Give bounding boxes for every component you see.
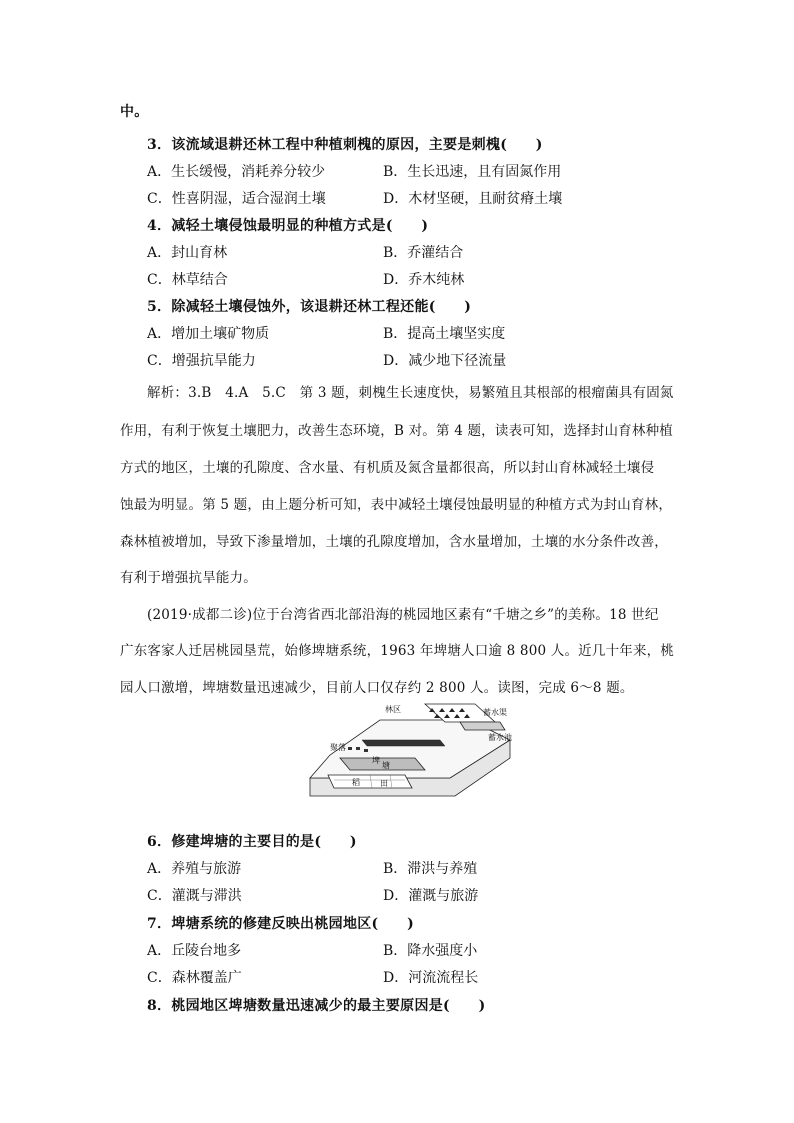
question-4-option-d: D．乔木纯林: [383, 272, 465, 288]
solution-line: 解析：3.B 4.A 5.C 第 3 题，刺槐生长速度快，易繁殖且其根部的根瘤菌具有固氮: [147, 385, 674, 401]
question-6-option-d: D．灌溉与旅游: [383, 888, 479, 904]
label-pond-2: 塘: [382, 761, 390, 770]
label-pond-1: 埤: [372, 756, 380, 765]
question-6-option-a: A．养殖与旅游: [147, 861, 242, 877]
question-6-option-c: C．灌溉与滞洪: [147, 888, 242, 904]
label-field-1: 稻: [352, 778, 360, 787]
passage-line: 广东客家人迁居桃园垦荒，始修埤塘系统，1963 年埤塘人口逾 8 800 人。近几十年来，桃: [120, 643, 675, 659]
question-4-stem: 4．减轻土壤侵蚀最明显的种植方式是( ): [147, 218, 429, 234]
solution-line: 方式的地区，土壤的孔隙度、含水量、有机质及氮含量都很高，所以封山育林减轻土壤侵: [120, 460, 655, 476]
question-6-option-b: B．滞洪与养殖: [383, 861, 478, 877]
question-5-option-c: C．增强抗旱能力: [147, 353, 256, 369]
label-canal: 蓄水渠: [483, 708, 507, 717]
passage-line: 园人口激增，埤塘数量迅速减少，目前人口仅存约 2 800 人。读图，完成 6～8 题。: [120, 680, 634, 696]
solution-line: 森林植被增加，导致下渗量增加，土壤的孔隙度增加，含水量增加，土壤的水分条件改善，: [120, 534, 668, 550]
label-pool: 蓄水池: [488, 733, 512, 742]
label-village: 聚落: [330, 743, 346, 752]
question-6-stem: 6．修建埤塘的主要目的是( ): [147, 834, 357, 850]
question-5-option-d: D．减少地下径流量: [383, 353, 507, 369]
question-3-stem: 3．该流域退耕还林工程中种植刺槐的原因，主要是刺槐( ): [147, 137, 543, 153]
question-7-option-d: D．河流流程长: [383, 970, 479, 986]
solution-line: 有利于增强抗旱能力。: [120, 570, 257, 586]
previous-text-tail: 中。: [120, 104, 149, 120]
question-3-option-c: C．性喜阴湿，适合湿润土壤: [147, 191, 326, 207]
label-forest: 林区: [385, 705, 401, 714]
question-4-option-b: B．乔灌结合: [383, 245, 464, 261]
passage-line: (2019·成都二诊)位于台湾省西北部沿海的桃园地区素有“千塘之乡”的美称。18 世纪: [147, 607, 659, 623]
question-7-option-a: A．丘陵台地多: [147, 943, 242, 959]
question-3-option-a: A．生长缓慢，消耗养分较少: [147, 164, 326, 180]
solution-line: 蚀最为明显。第 5 题，由上题分析可知，表中减轻土壤侵蚀最明显的种植方式为封山育林，: [120, 497, 673, 513]
question-3-option-b: B．生长迅速，且有固氮作用: [383, 164, 562, 180]
question-4-option-c: C．林草结合: [147, 272, 228, 288]
label-field-2: 田: [380, 779, 388, 788]
question-7-stem: 7．埤塘系统的修建反映出桃园地区( ): [147, 916, 414, 932]
question-7-option-b: B．降水强度小: [383, 943, 478, 959]
question-5-option-b: B．提高土壤坚实度: [383, 326, 506, 342]
question-3-option-d: D．木材坚硬，且耐贫瘠土壤: [383, 191, 563, 207]
pond-system-diagram: [300, 700, 520, 800]
question-8-stem: 8．桃园地区埤塘数量迅速减少的最主要原因是( ): [147, 998, 486, 1014]
question-7-option-c: C．森林覆盖广: [147, 970, 242, 986]
question-4-option-a: A．封山育林: [147, 245, 228, 261]
question-5-option-a: A．增加土壤矿物质: [147, 326, 270, 342]
solution-line: 作用，有利于恢复土壤肥力，改善生态环境，B 对。第 4 题，读表可知，选择封山育林种植: [120, 423, 673, 439]
question-5-stem: 5．除减轻土壤侵蚀外，该退耕还林工程还能( ): [147, 299, 472, 315]
